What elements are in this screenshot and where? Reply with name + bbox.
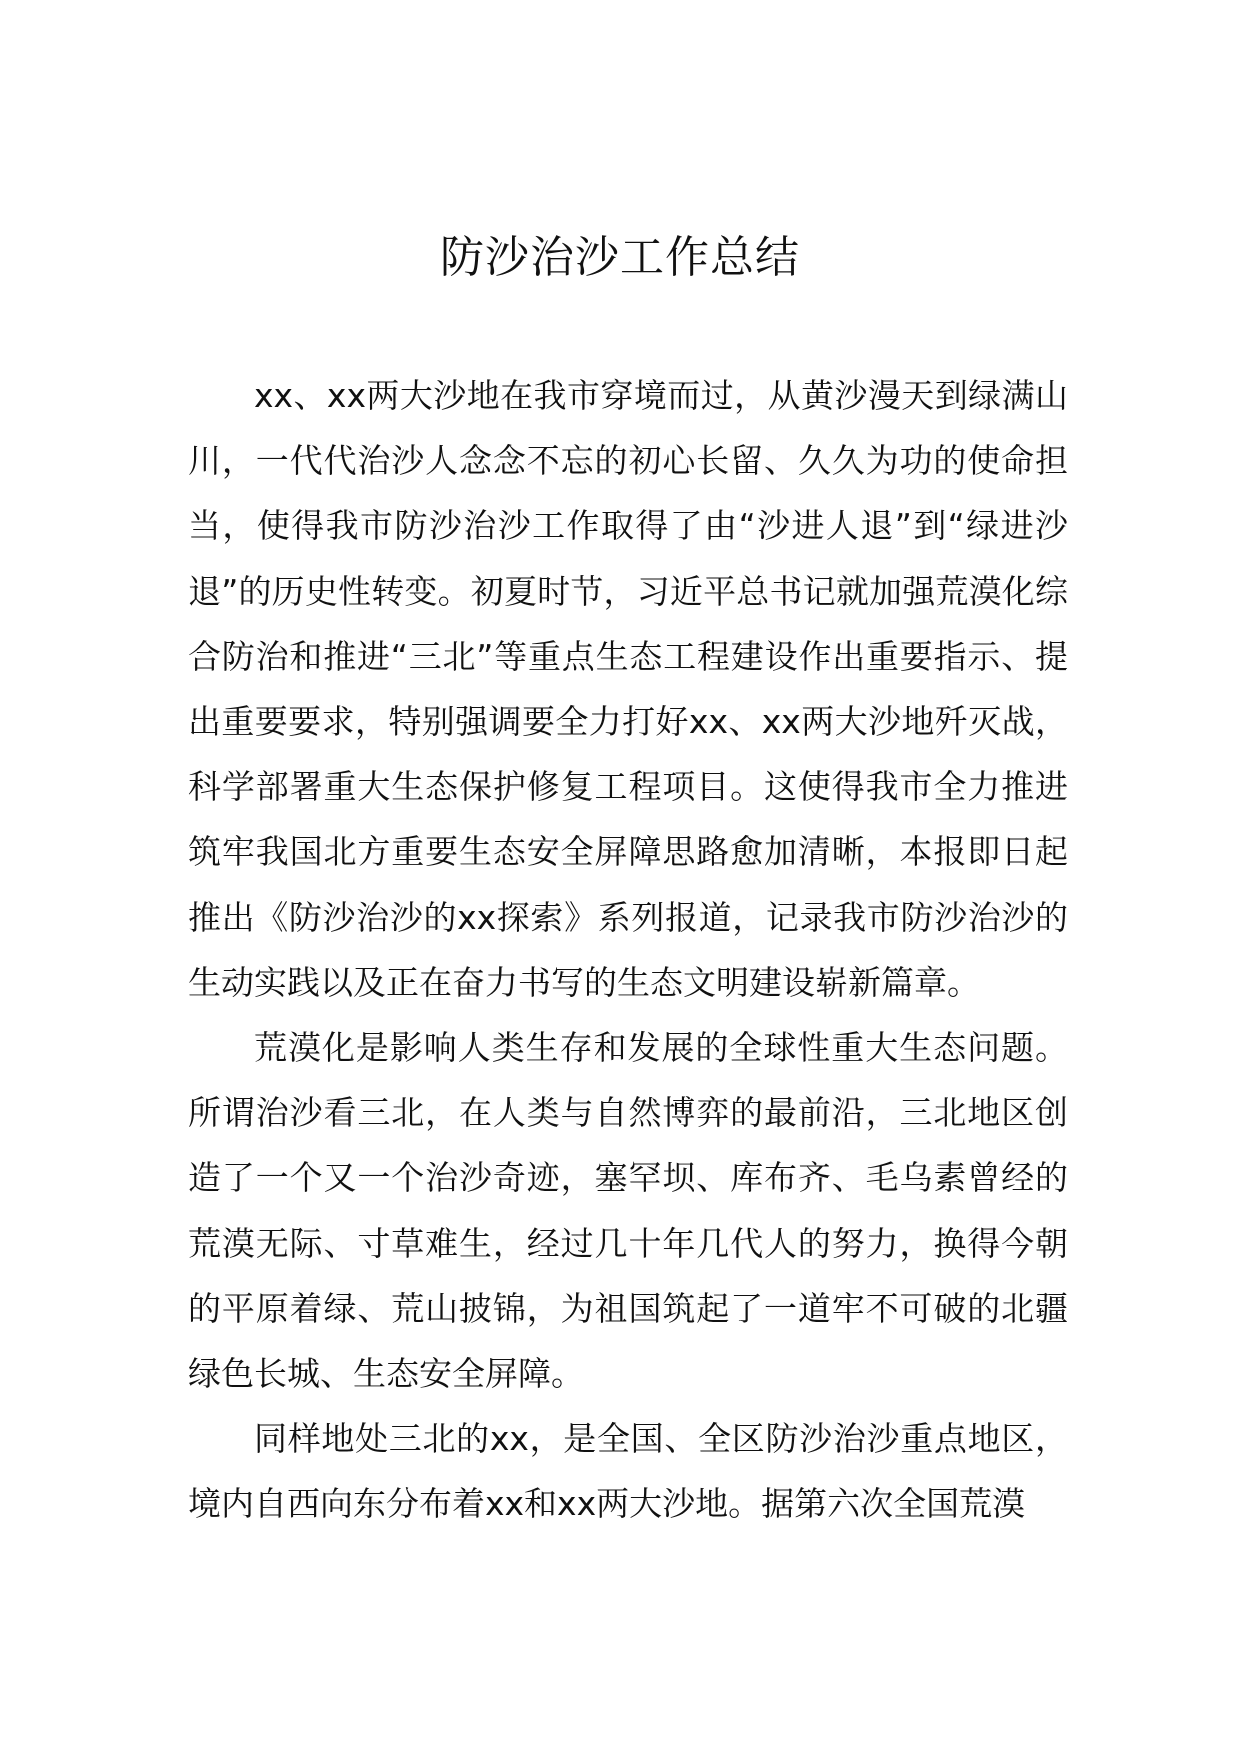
paragraph-1: xx、xx两大沙地在我市穿境而过，从黄沙漫天到绿满山川，一代代治沙人念念不忘的初心长留、久久为功的使命担当，使得我市防沙治沙工作取得了由“沙进人退”到“绿进沙退”的历史性转变。初夏时节，习近平总书记就加强荒漠化综合防治和推进“三北”等重点生态工程建设作出重要指示、提出重要要求，特别强调要全力打好xx、xx两大沙地歼灭战，科学部署重大生态保护修复工程项目。这使得我市全力推进筑牢我国北方重要生态安全屏障思路愈加清晰，本报即日起推出《防沙治沙的xx探索》系列报道，记录我市防沙治沙的生动实践以及正在奋力书写的生态文明建设崭新篇章。 (188, 376, 1068, 1002)
paragraph-3: 同样地处三北的xx，是全国、全区防沙治沙重点地区，境内自西向东分布着xx和xx两大沙地。据第六次全国荒漠 (188, 1419, 1068, 1524)
document-body (188, 363, 1068, 1537)
document-title: 防沙治沙工作总结 (440, 232, 800, 283)
paragraph-2: 荒漠化是影响人类生存和发展的全球性重大生态问题。所谓治沙看三北，在人类与自然博弈的最前沿，三北地区创造了一个又一个治沙奇迹，塞罕坝、库布齐、毛乌素曾经的荒漠无际、寸草难生，经过几十年几代人的努力，换得今朝的平原着绿、荒山披锦，为祖国筑起了一道牢不可破的北疆绿色长城、生态安全屏障。 (188, 1028, 1068, 1394)
